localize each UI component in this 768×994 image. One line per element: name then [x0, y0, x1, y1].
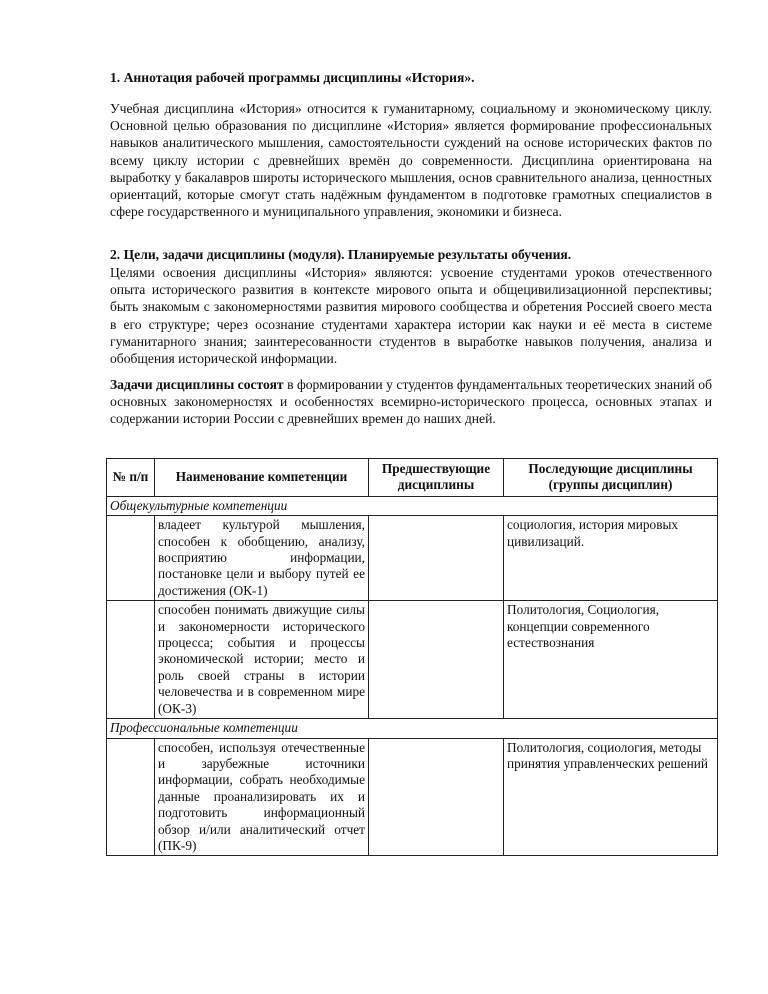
table-row	[107, 516, 718, 601]
previous-disciplines-cell	[369, 516, 504, 601]
competence-cell: способен, используя отечественные и зарубежные источники информации, собрать необходимые данные проанализировать их и подготовить информационный обзор и/или аналитический отчет (ПК-9)	[155, 738, 369, 856]
group-professional: Профессиональные компетенции	[107, 719, 718, 738]
next-disciplines-cell: Политология, Социология, концепции современного естествознания	[504, 601, 718, 719]
header-previous-disciplines: Предшествующие дисциплины	[369, 459, 504, 497]
table-group-row	[107, 496, 718, 515]
competence-cell: владеет культурой мышления, способен к обобщению, анализу, восприятию информации, постановке цели и выбору путей ее достижения (ОК-1)	[155, 516, 369, 601]
row-number-cell	[107, 601, 155, 719]
competence-cell: способен понимать движущие силы и закономерности исторического процесса; события и процессы экономической истории; место и роль своей страны в истории человечества и в современном мире (ОК-3)	[155, 601, 369, 719]
section-1-heading: 1. Аннотация рабочей программы дисциплины «История».	[110, 70, 475, 85]
header-next-disciplines: Последующие дисциплины (группы дисциплин)	[504, 459, 718, 497]
table-row	[107, 738, 718, 856]
next-disciplines-cell: социология, история мировых цивилизаций.	[504, 516, 718, 601]
competence-table	[106, 458, 718, 856]
table-header-row	[107, 459, 718, 497]
header-competence-name: Наименование компетенции	[155, 459, 369, 497]
row-number-cell	[107, 738, 155, 856]
tasks-label: Задачи дисциплины состоят	[110, 377, 284, 392]
tasks-text: в формировании у студентов фундаментальных теоретических знаний об основных закономерностях и особенностях всемирно-исторического процесса, основных этапах и содержании истории России с древнейших времен до наших дней.	[110, 377, 713, 427]
section-2-heading: 2. Цели, задачи дисциплины (модуля). Планируемые результаты обучения.	[110, 247, 572, 262]
table-row	[107, 601, 718, 719]
section-1-text: Учебная дисциплина «История» относится к гуманитарному, социальному и экономическому циклу. Основной целью образования по дисциплине «История» является формирование профессиональных навыков аналитического мышления, самостоятельности суждений на основе исторических фактов по всему циклу истории с древнейших времён до современности. Дисциплина ориентирована на выработку у бакалавров широты исторического мышления, основ сравнительного анализа, ценностных ориентаций, которые смогут стать надёжным фундаментом в подготовке грамотных специалистов в сфере государственного и муниципального управления, экономики и бизнеса.	[110, 101, 712, 220]
table-group-row	[107, 719, 718, 738]
previous-disciplines-cell	[369, 738, 504, 856]
row-number-cell	[107, 516, 155, 601]
next-disciplines-cell: Политология, социология, методы принятия управленческих решений	[504, 738, 718, 856]
header-number: № п/п	[107, 459, 155, 497]
tasks-paragraph	[110, 376, 712, 428]
group-general-cultural: Общекультурные компетенции	[107, 496, 718, 515]
previous-disciplines-cell	[369, 601, 504, 719]
goals-paragraph: Целями освоения дисциплины «История» являются: усвоение студентами уроков отечественного опыта исторического развития в контексте мирового опыта и общецивилизационной перспективы; быть знакомым с закономерностями развития мирового сообщества и обретения Россией своего места в его структуре; через осознание студентами характера истории как науки и её места в системе гуманитарного знания; заинтересованности студентов в выработке навыков получения, анализа и обобщения исторической информации.	[110, 265, 712, 367]
